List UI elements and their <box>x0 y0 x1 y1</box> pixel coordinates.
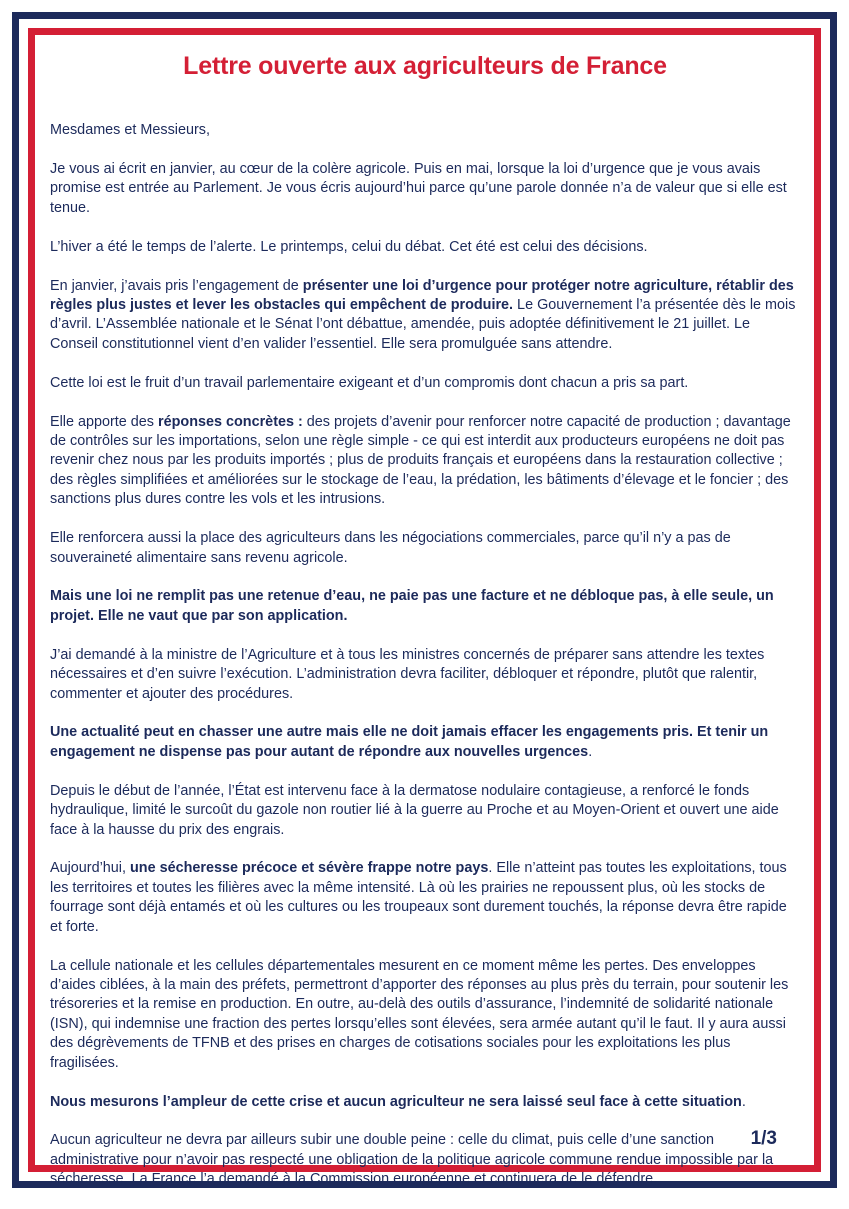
paragraph-emphasis: présenter une loi d’urgence pour protéger notre agriculture, rétablir des règles plus justes et lever les obstacles qui empêchent de produire. <box>50 277 794 313</box>
paragraph-text: En janvier, j’avais pris l’engagement de <box>50 277 303 294</box>
paragraph-emphasis: réponses concrètes : <box>158 413 303 430</box>
letter-body <box>50 121 800 1190</box>
paragraph <box>50 160 800 218</box>
paragraph-text: La cellule nationale et les cellules départementales mesurent en ce moment même les pertes. Des enveloppes d’aides ciblées, à la main des préfets, permettront d’apporter des réponses au plus près du terrain, pour soutenir les trésoreries et la remise en production. En outre, au-delà des outils d’assurance, l’indemnité de solidarité nationale (ISN), qui indemnise une fraction des pertes lorsqu’elles sont élevées, sera armée autant qu’il le faut. Il y aura aussi des dégrèvements de TFNB et des prises en charges de cotisations sociales pour les exploitations les plus fragilisées. <box>50 957 789 1071</box>
paragraph-text: J’ai demandé à la ministre de l’Agriculture et à tous les ministres concernés de préparer sans attendre les textes nécessaires et d’en suivre l’exécution. L’administration devra faciliter, débloquer et répondre, plutôt que ralentir, commenter et ajouter des procédures. <box>50 646 765 702</box>
paragraph-text: Elle renforcera aussi la place des agriculteurs dans les négociations commerciales, parce qu’il n’y a pas de souveraineté alimentaire sans revenu agricole. <box>50 530 731 566</box>
paragraph <box>50 859 800 937</box>
paragraph-emphasis: Mais une loi ne remplit pas une retenue d’eau, ne paie pas une facture et ne débloque pas, à elle seule, un projet. Elle ne vaut que par son application. <box>50 588 774 624</box>
paragraph-text: . Elle n’atteint pas toutes les exploitations, tous les territoires et toutes les filières avec la même intensité. Là où les prairies ne repoussent plus, où les stocks de fourrage sont déjà entamés et où les cultures ou les troupeaux sont durement touchés, la réponse devra être rapide et forte. <box>50 860 787 935</box>
page-number: 1/3 <box>750 1128 777 1149</box>
paragraph <box>50 587 800 626</box>
paragraph-emphasis: Nous mesurons l’ampleur de cette crise et aucun agriculteur ne sera laissé seul face à cette situation <box>50 1093 742 1110</box>
paragraph-text: Je vous ai écrit en janvier, au cœur de la colère agricole. Puis en mai, lorsque la loi d’urgence que je vous avais promise est entrée au Parlement. Je vous écris aujourd’hui parce qu’une parole donnée n’a de valeur que si elle est tenue. <box>50 160 787 216</box>
paragraph <box>50 529 800 568</box>
paragraph <box>50 374 800 393</box>
letter-page <box>50 50 800 1209</box>
paragraph-text: des projets d’avenir pour renforcer notre capacité de production ; davantage de contrôles sur les importations, selon une règle simple - ce qui est interdit aux producteurs européens ne doit pas revenir chez nous par les produits importés ; plus de produits français et européens dans la restauration collective ; des règles simplifiées et améliorées sur le stockage de l’eau, la prédation, les bâtiments d’élevage et le foncier ; des sanctions plus dures contre les vols et les intrusions. <box>50 413 791 508</box>
paragraph <box>50 646 800 704</box>
paragraph-emphasis: une sécheresse précoce et sévère frappe notre pays <box>130 860 489 877</box>
paragraph-text: Cette loi est le fruit d’un travail parlementaire exigeant et d’un compromis dont chacun a pris sa part. <box>50 374 689 391</box>
paragraph <box>50 723 800 762</box>
paragraph <box>50 1131 800 1189</box>
paragraph <box>50 1093 800 1112</box>
paragraph-text: . <box>588 743 593 760</box>
paragraph <box>50 277 800 355</box>
paragraph <box>50 782 800 840</box>
paragraph-text: L’hiver a été le temps de l’alerte. Le printemps, celui du débat. Cet été est celui des décisions. <box>50 238 648 255</box>
paragraph-emphasis: Une actualité peut en chasser une autre mais elle ne doit jamais effacer les engagements pris. Et tenir un engagement ne dispense pas pour autant de répondre aux nouvelles urgences <box>50 724 769 760</box>
paragraph-text: . <box>741 1093 746 1110</box>
paragraph <box>50 238 800 257</box>
paragraph <box>50 957 800 1073</box>
paragraph-text: Depuis le début de l’année, l’État est intervenu face à la dermatose nodulaire contagieuse, a renforcé le fonds hydraulique, limité le surcoût du gazole non routier lié à la guerre au Proche et au Moyen-Orient et ouvert une aide face à la hausse du prix des engrais. <box>50 782 779 838</box>
paragraph-text: Aujourd’hui, <box>50 860 130 877</box>
paragraph-text: Aucun agriculteur ne devra par ailleurs subir une double peine : celle du climat, puis celle d’une sanction administrative pour n’avoir pas respecté une obligation de la politique agricole commune rendue impossible par la sécheresse. La France l’a demandé à la Commission européenne et continuera de le défendre. <box>50 1132 774 1188</box>
letter-title: Lettre ouverte aux agriculteurs de France <box>183 52 667 80</box>
salutation: Mesdames et Messieurs, <box>50 122 210 138</box>
paragraph-text: Elle apporte des <box>50 413 159 430</box>
paragraph <box>50 413 800 510</box>
paragraph-text: Le Gouvernement l’a présentée dès le mois d’avril. L’Assemblée nationale et le Sénat l’ont débattue, amendée, puis adoptée définitivement le 21 juillet. Le Conseil constitutionnel vient d’en valider l’essentiel. Elle sera promulguée sans attendre. <box>50 296 796 352</box>
